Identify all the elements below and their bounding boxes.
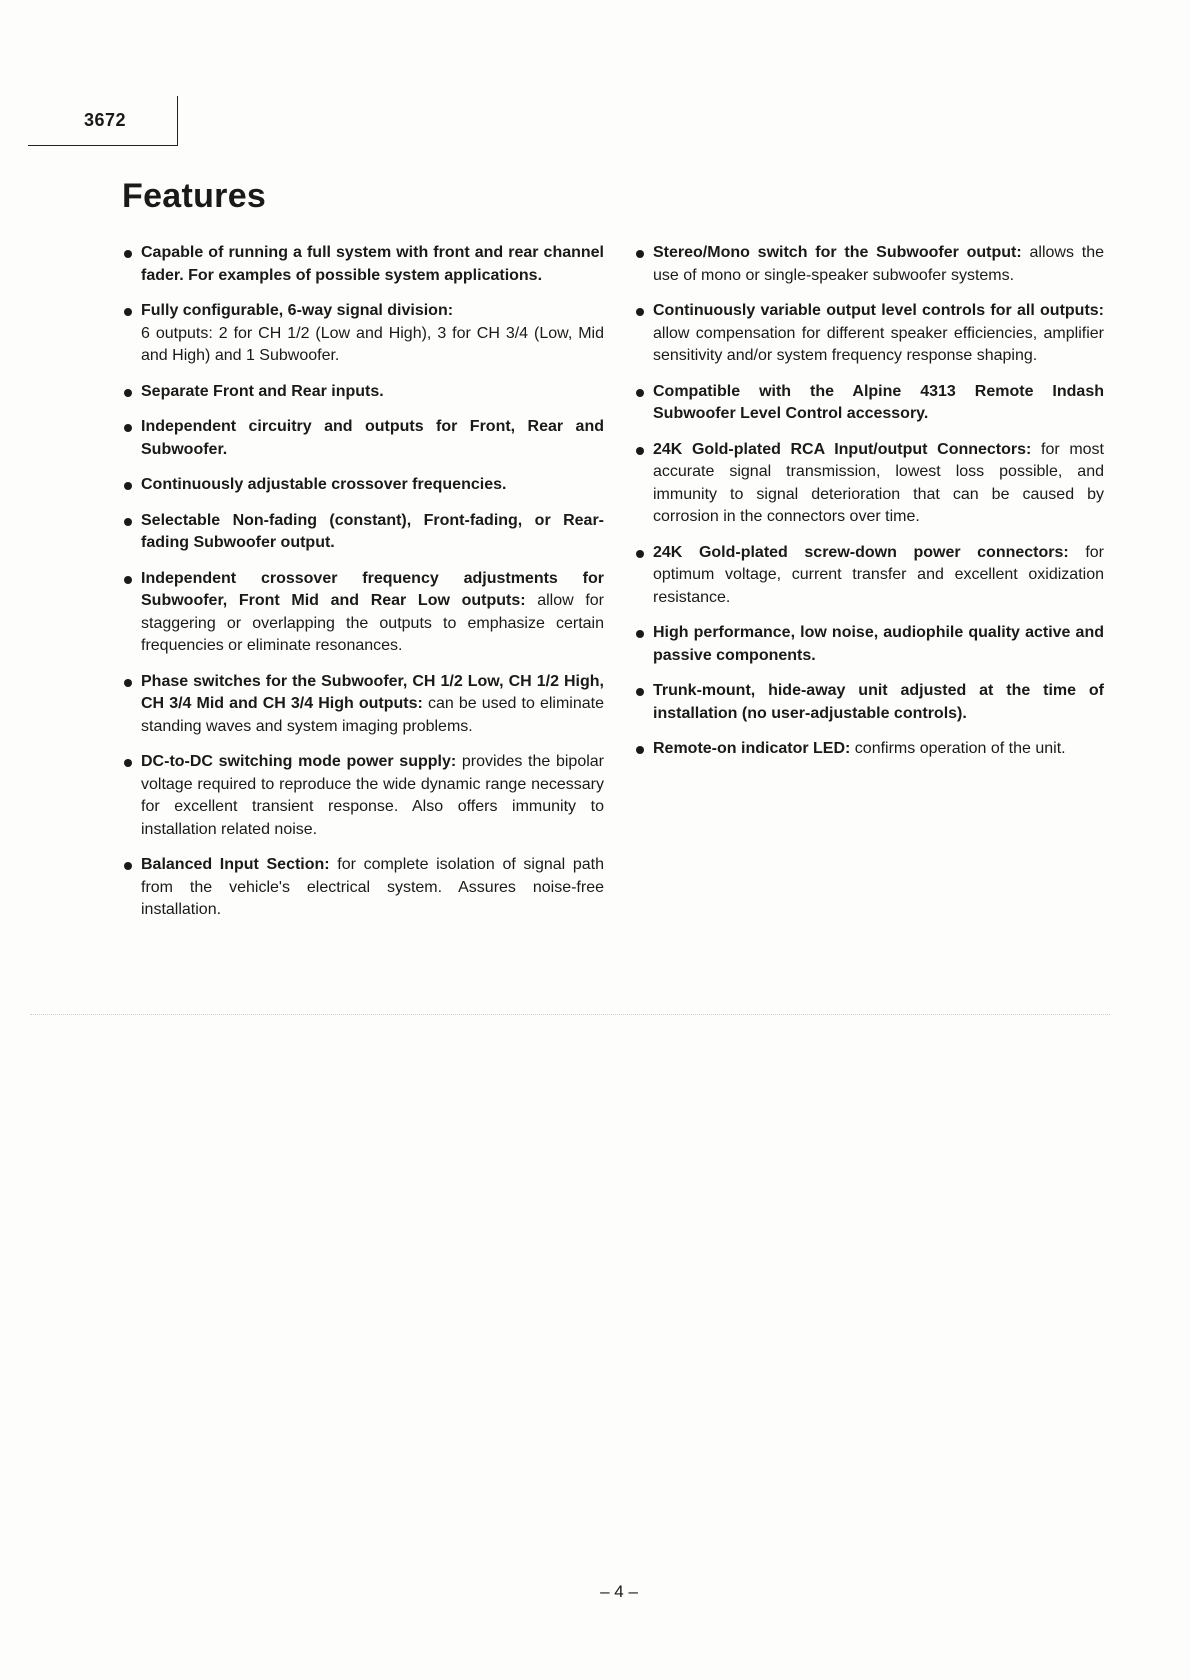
feature-item bbox=[634, 738, 1104, 761]
feature-title: Continuously adjustable crossover frequencies. bbox=[141, 476, 507, 493]
feature-title: Separate Front and Rear inputs. bbox=[141, 382, 384, 400]
features-list-right bbox=[634, 242, 1104, 774]
feature-title: Fully configurable, 6-way signal division: bbox=[141, 302, 454, 319]
feature-title: Compatible with the Alpine 4313 Remote Indash Subwoofer Level Control accessory. bbox=[653, 382, 1104, 422]
feature-item bbox=[122, 854, 604, 922]
feature-item bbox=[634, 542, 1104, 610]
feature-title: 24K Gold-plated RCA Input/output Connectors: bbox=[653, 440, 1032, 458]
feature-title: DC-to-DC switching mode power supply: bbox=[141, 753, 457, 770]
feature-title: Independent circuitry and outputs for Front, Rear and Subwoofer. bbox=[141, 418, 604, 458]
features-list-left bbox=[122, 242, 604, 935]
feature-item bbox=[122, 242, 604, 287]
feature-description: for complete isolation of signal path from the vehicle's electrical system. Assures noise-free installation. bbox=[141, 856, 605, 918]
feature-item bbox=[122, 671, 604, 739]
page-number: – 4 – bbox=[600, 1582, 638, 1601]
feature-description: for most accurate signal transmission, lowest loss possible, and immunity to signal deterioration that can be caused by corrosion in the connectors over time. bbox=[653, 440, 1104, 525]
feature-description: 6 outputs: 2 for CH 1/2 (Low and High), 3 for CH 3/4 (Low, Mid and High) and 1 Subwoofer. bbox=[141, 324, 604, 364]
feature-item bbox=[122, 510, 604, 555]
feature-item bbox=[634, 622, 1104, 667]
feature-title: 24K Gold-plated screw-down power connectors: bbox=[653, 543, 1069, 561]
feature-description: provides the bipolar voltage required to reproduce the wide dynamic range necessary for excellent transient response. Also offers immunity to installation related noise. bbox=[141, 753, 604, 838]
feature-title: Phase switches for the Subwoofer, CH 1/2 Low, CH 1/2 High, CH 3/4 Mid and CH 3/4 High outputs: bbox=[141, 672, 604, 712]
page-title: Features bbox=[122, 177, 267, 215]
feature-title: Trunk-mount, hide-away unit adjusted at the time of installation (no user-adjustable controls). bbox=[653, 682, 1104, 722]
feature-item bbox=[634, 300, 1104, 368]
feature-item bbox=[634, 381, 1104, 426]
feature-title: Continuously variable output level controls for all outputs: bbox=[653, 302, 1104, 319]
feature-title: Capable of running a full system with front and rear channel fader. For examples of possible system applications. bbox=[141, 244, 604, 284]
feature-item bbox=[634, 680, 1104, 725]
feature-title: Stereo/Mono switch for the Subwoofer output: bbox=[653, 244, 1022, 261]
feature-title: High performance, low noise, audiophile quality active and passive components. bbox=[653, 624, 1104, 664]
feature-title: Independent crossover frequency adjustments for Subwoofer, Front Mid and Rear Low outputs: bbox=[141, 569, 604, 609]
feature-item bbox=[634, 242, 1104, 287]
feature-item bbox=[122, 300, 604, 368]
feature-item bbox=[634, 439, 1104, 529]
feature-item bbox=[122, 751, 604, 841]
feature-title: Balanced Input Section: bbox=[141, 856, 330, 873]
feature-title: Remote-on indicator LED: bbox=[653, 740, 851, 757]
feature-description: for optimum voltage, current transfer and excellent oxidization resistance. bbox=[653, 543, 1104, 606]
feature-title: Selectable Non-fading (constant), Front-fading, or Rear-fading Subwoofer output. bbox=[141, 511, 604, 551]
feature-item bbox=[122, 381, 604, 404]
feature-item bbox=[122, 474, 604, 497]
feature-item bbox=[122, 416, 604, 461]
model-number: 3672 bbox=[84, 110, 127, 130]
feature-description: allows the use of mono or single-speaker subwoofer systems. bbox=[653, 244, 1104, 284]
feature-description: can be used to eliminate standing waves and system imaging problems. bbox=[141, 695, 604, 735]
feature-description: confirms operation of the unit. bbox=[854, 740, 1066, 757]
feature-description: allow compensation for different speaker efficiencies, amplifier sensitivity and/or system frequency response shaping. bbox=[653, 324, 1104, 364]
feature-item bbox=[122, 568, 604, 658]
feature-description: allow for staggering or overlapping the outputs to emphasize certain frequencies or eliminate resonances. bbox=[141, 592, 605, 654]
section-divider bbox=[30, 1014, 1110, 1015]
